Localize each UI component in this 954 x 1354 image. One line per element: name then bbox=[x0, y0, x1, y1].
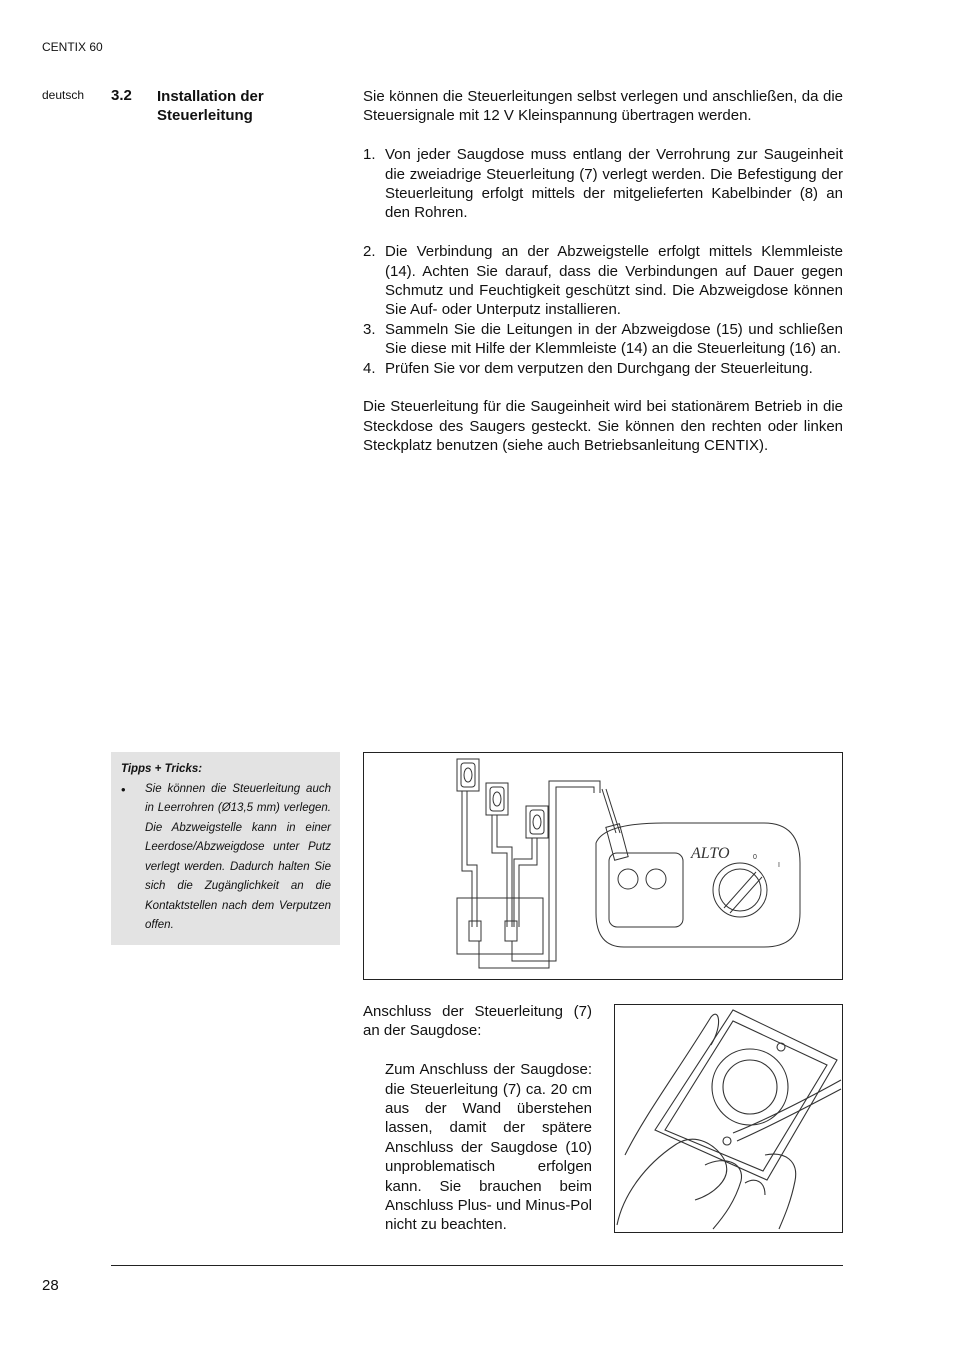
list-number: 2. bbox=[363, 243, 376, 261]
list-text: Prüfen Sie vor dem verputzen den Durchgang der Steuerleitung. bbox=[385, 359, 813, 377]
list-item bbox=[363, 320, 843, 359]
tips-box bbox=[111, 752, 340, 945]
caption-text: Zum Anschluss der Saugdose: die Steuerleitung (7) ca. 20 cm aus der Wand überstehen lassen, damit der spätere Anschluss der Saugdose (10) unproblematisch erfolgen kann. Sie brauchen beim Anschluss Plus- und Minus-Pol nicht zu beachten. bbox=[385, 1061, 592, 1234]
intro-paragraph: Sie können die Steuerleitungen selbst verlegen und anschließen, da die Steuersignale mit 12 V Kleinspannung übertragen werden. bbox=[363, 88, 843, 125]
list-item bbox=[363, 359, 843, 378]
inlet-plate bbox=[655, 1010, 837, 1180]
plug-icon bbox=[606, 824, 628, 860]
section-title-line2: Steuerleitung bbox=[157, 107, 253, 124]
list-number: 3. bbox=[363, 320, 376, 338]
body-text bbox=[363, 87, 843, 456]
tips-title: Tipps + Tricks: bbox=[121, 763, 203, 775]
unit-panel bbox=[596, 823, 800, 947]
language-label: deutsch bbox=[42, 88, 85, 102]
page-number: 28 bbox=[42, 1277, 59, 1294]
wiring-diagram-figure bbox=[363, 752, 843, 980]
running-header: CENTIX 60 bbox=[42, 40, 103, 54]
list-text: Von jeder Saugdose muss entlang der Verrohrung zur Saugeinheit die zweiadrige Steuerleitung (7) verlegt werden. Die Befestigung der Steuerleitung erfolgt mittels der mitgelieferten Kabelbinder (8) an den Rohren. bbox=[385, 146, 843, 222]
bullet-icon: • bbox=[121, 781, 126, 797]
alto-logo: ALTO bbox=[691, 845, 730, 862]
junction-box bbox=[457, 898, 543, 954]
wiring-diagram bbox=[364, 753, 842, 979]
footer-rule bbox=[111, 1265, 843, 1266]
terminal-strip bbox=[469, 921, 481, 941]
connection-photo-figure bbox=[614, 1004, 843, 1233]
caption-title: Anschluss der Steuerleitung (7) an der Saugdose: bbox=[363, 1003, 592, 1040]
section-number: 3.2 bbox=[111, 87, 132, 104]
dial-mark-off: 0 bbox=[753, 854, 757, 861]
wall-socket-icon bbox=[486, 783, 508, 815]
section-title bbox=[157, 87, 337, 125]
wall-socket-icon bbox=[457, 759, 479, 791]
list-number: 4. bbox=[363, 359, 376, 377]
screw-icon bbox=[777, 1043, 785, 1051]
list-text: Sammeln Sie die Leitungen in der Abzweigdose (15) und schließen Sie diese mit Hilfe der Klemmleiste (14) an die Steuerleitung (16) an. bbox=[385, 320, 843, 358]
section-title-line1: Installation der bbox=[157, 88, 264, 105]
list-text: Die Verbindung an der Abzweigstelle erfolgt mittels Klemmleiste (14). Achten Sie darauf, dass die Verbindungen auf Dauer gegen Schmutz und Feuchtigkeit geschützt sind. Die Abzweigdose können Sie Auf- oder Unterputz installieren. bbox=[385, 243, 843, 319]
figure-caption bbox=[363, 1002, 592, 1235]
dial-mark-on: I bbox=[778, 862, 780, 869]
screw-icon bbox=[723, 1137, 731, 1145]
closing-paragraph: Die Steuerleitung für die Saugeinheit wird bei stationärem Betrieb in die Steckdose des Saugers gesteckt. Sie können den rechten oder linken Steckplatz benutzen (siehe auch Betriebsanleitung CENTIX). bbox=[363, 398, 843, 455]
list-item bbox=[363, 145, 843, 223]
list-item bbox=[363, 242, 843, 320]
wall-socket-icon bbox=[526, 806, 548, 838]
tips-text: Sie können die Steuerleitung auch in Leerrohren (Ø13,5 mm) verlegen. Die Abzweigstelle kann in einer Leerdose/Abzweigdose unter Putz verlegt werden. Dadurch halten Sie sich die Zugänglichkeit an die Kontaktstellen nach dem Verputzen offen. bbox=[145, 782, 331, 931]
inlet-connection-illustration bbox=[615, 1005, 842, 1232]
list-number: 1. bbox=[363, 146, 376, 164]
